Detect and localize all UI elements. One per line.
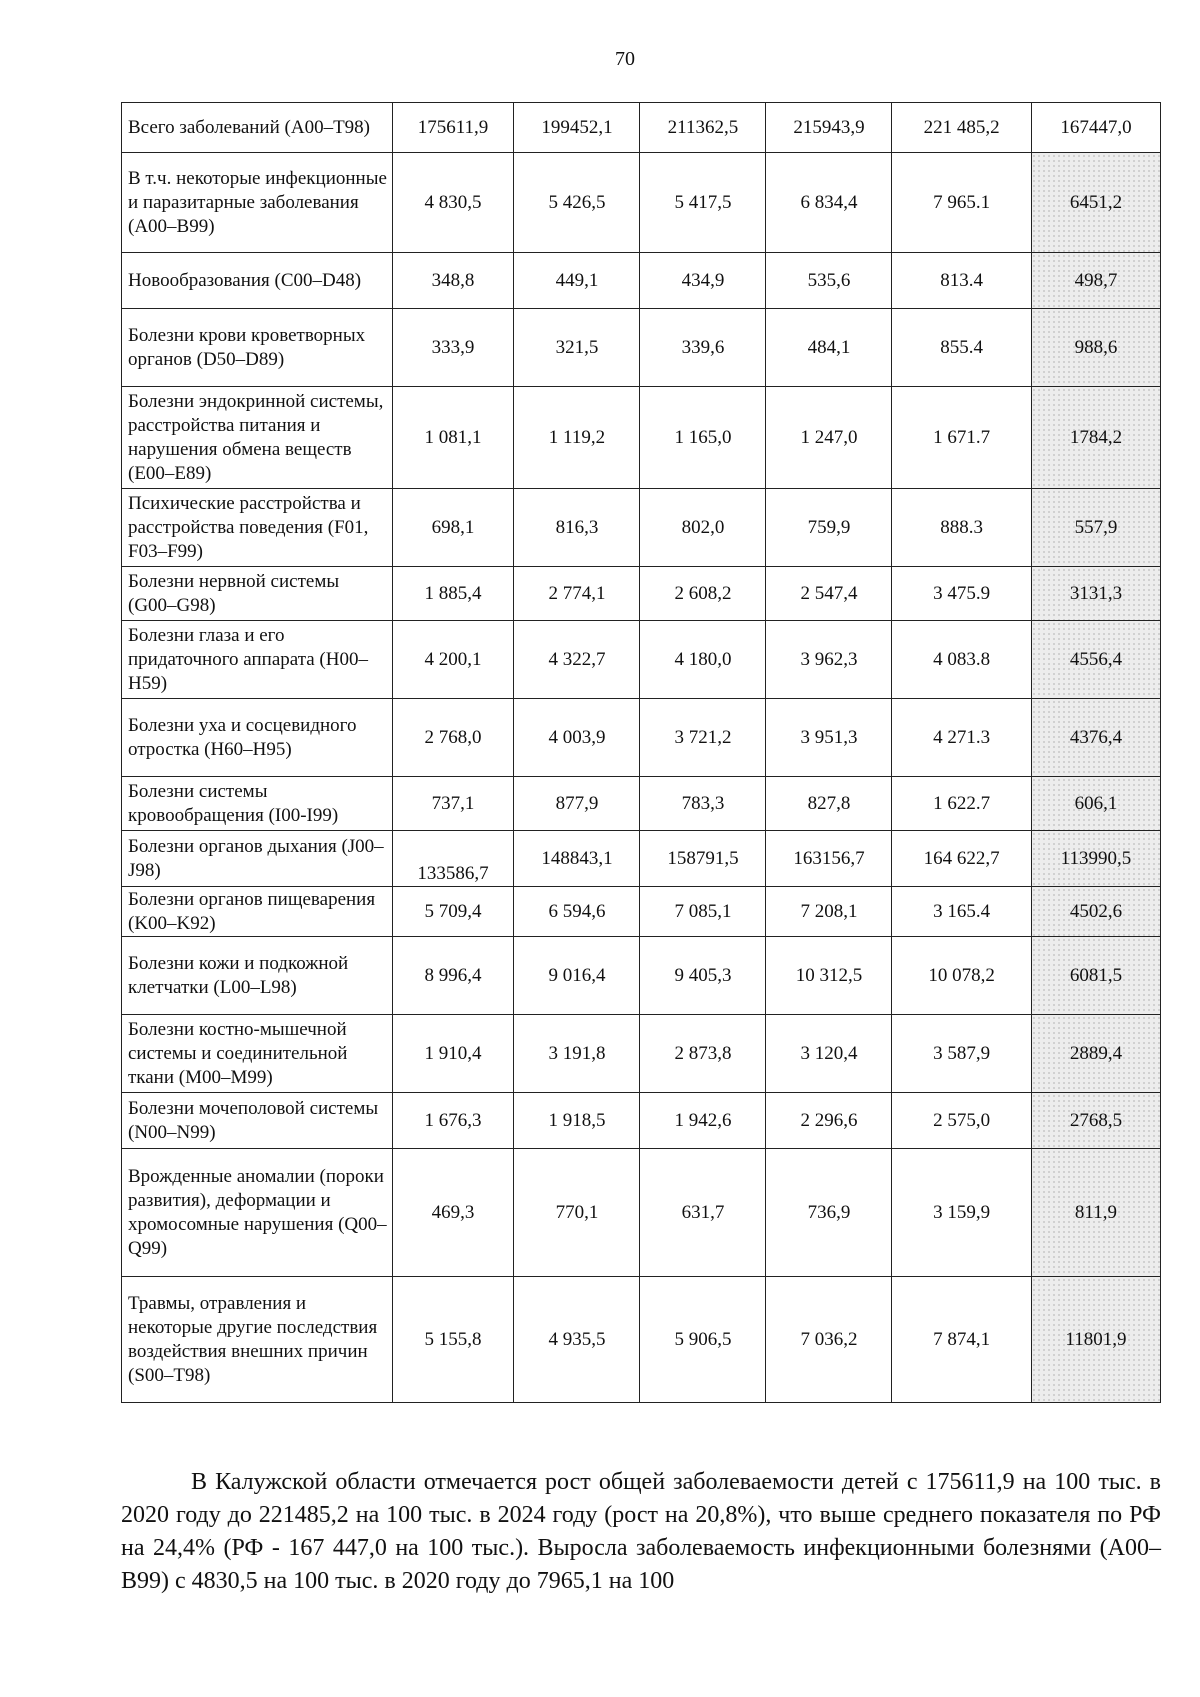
value-cell: 2 547,4 [766, 567, 892, 621]
value-cell: 434,9 [640, 253, 766, 309]
value-cell: 9 405,3 [640, 937, 766, 1015]
value-cell: 813.4 [892, 253, 1031, 309]
value-cell: 1 247,0 [766, 387, 892, 489]
row-label: В т.ч. некоторые инфекционные и паразитарные заболевания (A00–B99) [122, 153, 393, 253]
value-cell: 698,1 [392, 489, 514, 567]
value-cell: 2 296,6 [766, 1093, 892, 1149]
table-row [122, 309, 1161, 387]
table-row [122, 103, 1161, 153]
value-cell-rf: 811,9 [1031, 1149, 1160, 1277]
value-cell: 10 312,5 [766, 937, 892, 1015]
value-cell: 9 016,4 [514, 937, 640, 1015]
value-cell: 2 873,8 [640, 1015, 766, 1093]
value-cell-rf: 557,9 [1031, 489, 1160, 567]
table-row [122, 1277, 1161, 1403]
value-cell: 163156,7 [766, 831, 892, 887]
value-cell: 4 003,9 [514, 699, 640, 777]
value-cell: 783,3 [640, 777, 766, 831]
row-label: Болезни мочеполовой системы (N00–N99) [122, 1093, 393, 1149]
table-row [122, 699, 1161, 777]
value-cell-rf: 6451,2 [1031, 153, 1160, 253]
value-cell: 737,1 [392, 777, 514, 831]
value-cell: 133586,7 [392, 831, 514, 887]
value-cell: 5 709,4 [392, 887, 514, 937]
table-row [122, 1093, 1161, 1149]
value-cell-rf: 11801,9 [1031, 1277, 1160, 1403]
value-cell: 2 608,2 [640, 567, 766, 621]
value-cell: 3 587,9 [892, 1015, 1031, 1093]
value-cell: 3 962,3 [766, 621, 892, 699]
value-cell-rf: 2768,5 [1031, 1093, 1160, 1149]
value-cell: 1 918,5 [514, 1093, 640, 1149]
value-cell: 855.4 [892, 309, 1031, 387]
value-cell: 3 120,4 [766, 1015, 892, 1093]
value-cell: 5 906,5 [640, 1277, 766, 1403]
value-cell: 4 271.3 [892, 699, 1031, 777]
value-cell: 3 475.9 [892, 567, 1031, 621]
value-cell-rf: 2889,4 [1031, 1015, 1160, 1093]
value-cell: 1 676,3 [392, 1093, 514, 1149]
value-cell: 5 155,8 [392, 1277, 514, 1403]
value-cell: 5 417,5 [640, 153, 766, 253]
value-cell: 199452,1 [514, 103, 640, 153]
value-cell: 4 083.8 [892, 621, 1031, 699]
value-cell-rf: 3131,3 [1031, 567, 1160, 621]
value-cell: 469,3 [392, 1149, 514, 1277]
row-label: Всего заболеваний (A00–T98) [122, 103, 393, 153]
table-row [122, 937, 1161, 1015]
row-label: Болезни глаза и его придаточного аппарата (H00–H59) [122, 621, 393, 699]
row-label: Болезни крови кроветворных органов (D50–D89) [122, 309, 393, 387]
value-cell: 888.3 [892, 489, 1031, 567]
value-cell: 4 322,7 [514, 621, 640, 699]
value-cell-rf: 4502,6 [1031, 887, 1160, 937]
row-label: Новообразования (C00–D48) [122, 253, 393, 309]
value-cell-rf: 606,1 [1031, 777, 1160, 831]
table-row [122, 1149, 1161, 1277]
value-cell: 877,9 [514, 777, 640, 831]
value-cell: 158791,5 [640, 831, 766, 887]
table-row [122, 621, 1161, 699]
row-label: Травмы, отравления и некоторые другие последствия воздействия внешних причин (S00–T98) [122, 1277, 393, 1403]
value-cell: 2 774,1 [514, 567, 640, 621]
value-cell: 4 180,0 [640, 621, 766, 699]
row-label: Болезни уха и сосцевидного отростка (H60–H95) [122, 699, 393, 777]
value-cell-rf: 167447,0 [1031, 103, 1160, 153]
row-label: Болезни органов пищеварения (K00–K92) [122, 887, 393, 937]
table-row [122, 153, 1161, 253]
value-cell: 2 768,0 [392, 699, 514, 777]
value-cell-rf: 1784,2 [1031, 387, 1160, 489]
value-cell: 5 426,5 [514, 153, 640, 253]
value-cell: 7 965.1 [892, 153, 1031, 253]
row-label: Врожденные аномалии (пороки развития), деформации и хромосомные нарушения (Q00–Q99) [122, 1149, 393, 1277]
value-cell: 4 200,1 [392, 621, 514, 699]
row-label: Психические расстройства и расстройства поведения (F01, F03–F99) [122, 489, 393, 567]
morbidity-table [121, 102, 1161, 1403]
value-cell: 175611,9 [392, 103, 514, 153]
value-cell-rf: 4376,4 [1031, 699, 1160, 777]
value-cell-rf: 988,6 [1031, 309, 1160, 387]
row-label: Болезни эндокринной системы, расстройства питания и нарушения обмена веществ (E00–E89) [122, 387, 393, 489]
value-cell: 1 671.7 [892, 387, 1031, 489]
value-cell: 221 485,2 [892, 103, 1031, 153]
row-label: Болезни органов дыхания (J00–J98) [122, 831, 393, 887]
value-cell: 802,0 [640, 489, 766, 567]
value-cell: 736,9 [766, 1149, 892, 1277]
value-cell: 1 622.7 [892, 777, 1031, 831]
value-cell: 7 208,1 [766, 887, 892, 937]
value-cell: 484,1 [766, 309, 892, 387]
value-cell: 4 935,5 [514, 1277, 640, 1403]
row-label: Болезни нервной системы (G00–G98) [122, 567, 393, 621]
table-row [122, 387, 1161, 489]
value-cell: 1 165,0 [640, 387, 766, 489]
table-row [122, 1015, 1161, 1093]
value-cell: 6 594,6 [514, 887, 640, 937]
value-cell: 211362,5 [640, 103, 766, 153]
table-row [122, 567, 1161, 621]
value-cell: 3 721,2 [640, 699, 766, 777]
row-label: Болезни костно-мышечной системы и соединительной ткани (M00–M99) [122, 1015, 393, 1093]
value-cell: 4 830,5 [392, 153, 514, 253]
row-label: Болезни системы кровообращения (I00-I99) [122, 777, 393, 831]
value-cell: 3 159,9 [892, 1149, 1031, 1277]
value-cell: 827,8 [766, 777, 892, 831]
value-cell: 333,9 [392, 309, 514, 387]
value-cell: 535,6 [766, 253, 892, 309]
value-cell: 449,1 [514, 253, 640, 309]
value-cell: 3 951,3 [766, 699, 892, 777]
value-cell: 7 036,2 [766, 1277, 892, 1403]
value-cell: 1 081,1 [392, 387, 514, 489]
value-cell: 348,8 [392, 253, 514, 309]
table-row [122, 253, 1161, 309]
value-cell: 339,6 [640, 309, 766, 387]
value-cell: 1 942,6 [640, 1093, 766, 1149]
body-paragraph: В Калужской области отмечается рост общей заболеваемости детей с 175611,9 на 100 тыс. в 2020 году до 221485,2 на 100 тыс. в 2024 году (рост на 20,8%), что выше среднего показателя по РФ на 24,4% (РФ - 167 447,0 на 100 тыс.). Выросла заболеваемость инфекционными болезнями (A00–B99) с 4830,5 на 100 тыс. в 2020 году до 7965,1 на 100 [121, 1469, 1161, 1594]
value-cell: 631,7 [640, 1149, 766, 1277]
row-label: Болезни кожи и подкожной клетчатки (L00–L98) [122, 937, 393, 1015]
value-cell: 1 119,2 [514, 387, 640, 489]
value-cell: 215943,9 [766, 103, 892, 153]
value-cell: 7 874,1 [892, 1277, 1031, 1403]
page-number: 70 [615, 48, 635, 70]
value-cell: 816,3 [514, 489, 640, 567]
value-cell: 1 910,4 [392, 1015, 514, 1093]
table-row [122, 489, 1161, 567]
value-cell-rf: 498,7 [1031, 253, 1160, 309]
value-cell: 3 191,8 [514, 1015, 640, 1093]
value-cell: 2 575,0 [892, 1093, 1031, 1149]
value-cell: 6 834,4 [766, 153, 892, 253]
value-cell: 148843,1 [514, 831, 640, 887]
value-cell-rf: 113990,5 [1031, 831, 1160, 887]
value-cell: 7 085,1 [640, 887, 766, 937]
table-row [122, 887, 1161, 937]
table-row [122, 831, 1161, 887]
value-cell: 10 078,2 [892, 937, 1031, 1015]
table-row [122, 777, 1161, 831]
value-cell: 321,5 [514, 309, 640, 387]
table-body [122, 103, 1161, 1403]
value-cell: 3 165.4 [892, 887, 1031, 937]
value-cell: 8 996,4 [392, 937, 514, 1015]
value-cell: 770,1 [514, 1149, 640, 1277]
value-cell: 759,9 [766, 489, 892, 567]
value-cell-rf: 4556,4 [1031, 621, 1160, 699]
value-cell: 164 622,7 [892, 831, 1031, 887]
value-cell: 1 885,4 [392, 567, 514, 621]
value-cell-rf: 6081,5 [1031, 937, 1160, 1015]
